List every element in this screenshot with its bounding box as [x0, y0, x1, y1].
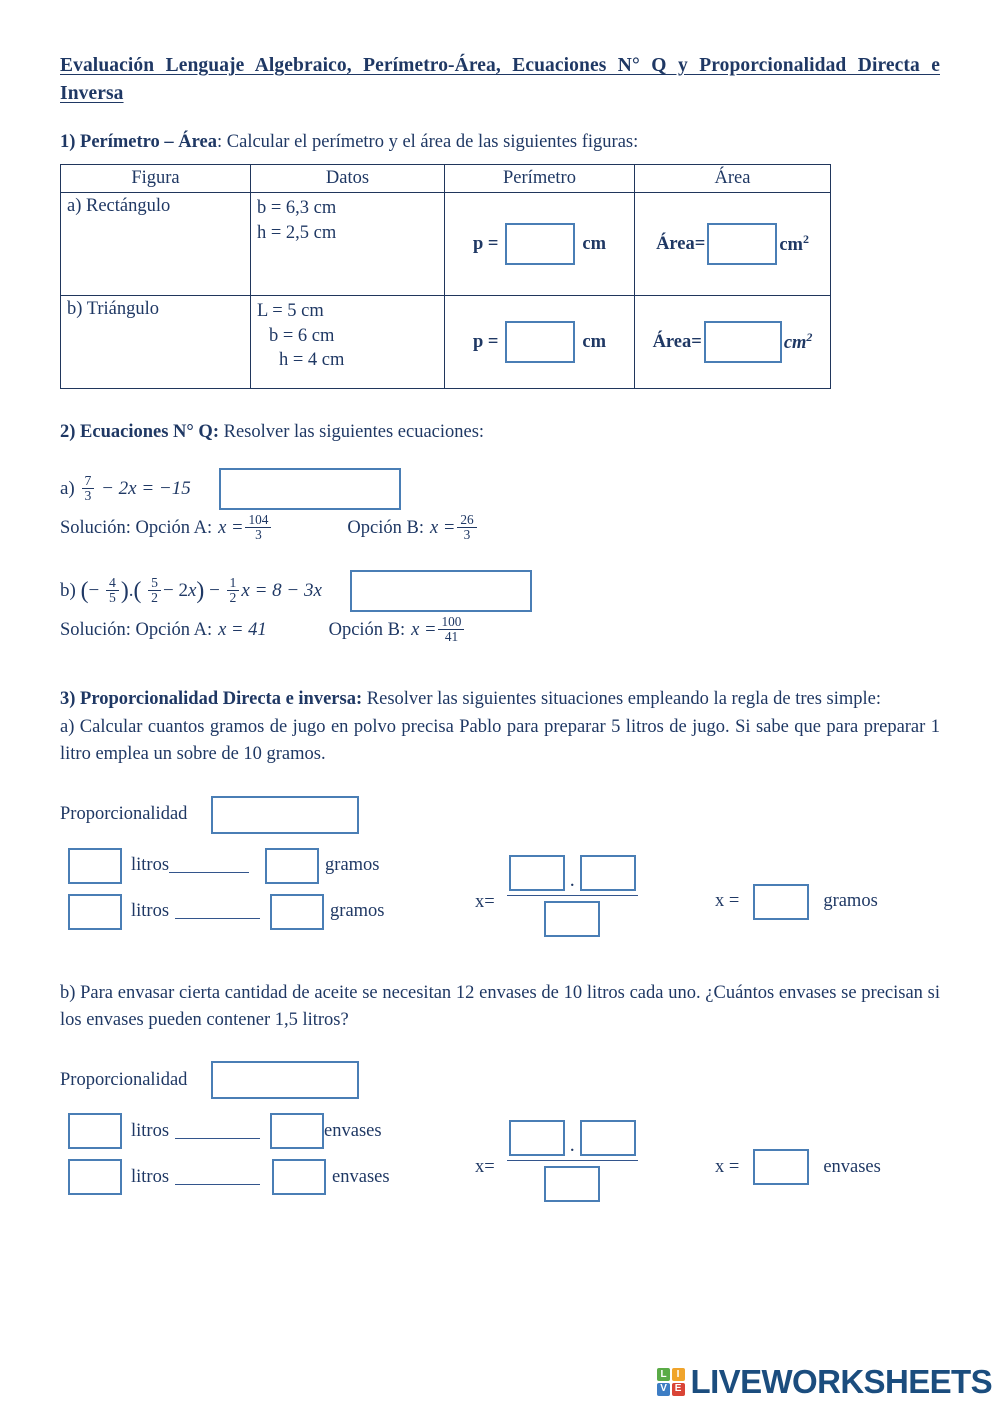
- logo-tile-l: L: [657, 1368, 670, 1381]
- area-unit-b: $cm^2$: [783, 330, 813, 354]
- prop-label-b: Proporcionalidad: [60, 1069, 188, 1090]
- perimetro-label-a: p =: [472, 233, 499, 254]
- fraction-104-3: $\frac{104}{3}$: [245, 513, 271, 541]
- logo-tile-e: E: [672, 1383, 685, 1396]
- table-row: [61, 193, 831, 296]
- table-header-perimetro: Perímetro: [445, 165, 635, 193]
- cell-figura-triangulo: b) Triángulo: [61, 296, 251, 389]
- section1-heading-rest: : Calcular el perímetro y el área de las siguientes figuras:: [217, 132, 639, 153]
- result-a-unit: gramos: [823, 891, 878, 912]
- cell-figura-rectangulo: a) Rectángulo: [61, 193, 251, 296]
- equation-b-optionB-label: Opción B:: [328, 619, 406, 640]
- formula-b-fraction: [507, 1121, 638, 1203]
- input-equation-b-answer[interactable]: [350, 570, 532, 612]
- equation-a-rest: − 2x = −15: [101, 477, 191, 499]
- input-a-gramos-1[interactable]: [265, 848, 319, 884]
- result-a-x-label: x =: [715, 891, 740, 912]
- input-area-triangulo[interactable]: [704, 321, 782, 363]
- input-a-result[interactable]: [753, 884, 809, 920]
- input-proporcionalidad-b[interactable]: [211, 1061, 359, 1099]
- input-perimetro-rectangulo[interactable]: [505, 223, 575, 265]
- formula-b-multiply-dot: .: [569, 1134, 575, 1157]
- formula-a-multiply-dot: .: [569, 868, 575, 891]
- perimetro-unit-a: cm: [582, 233, 607, 254]
- area-label-a: Área=: [656, 233, 706, 254]
- result-b: [715, 1149, 881, 1185]
- cell-area-triangulo: [635, 296, 831, 389]
- equation-b-tail: = 8 − 3x: [254, 579, 322, 601]
- fraction-100-41: $\frac{100}{41}$: [438, 615, 464, 643]
- perimetro-unit-b: cm: [582, 331, 607, 352]
- section2-heading-rest: Resolver las siguientes ecuaciones:: [218, 422, 485, 443]
- section2: [60, 419, 940, 644]
- rule-a-row-1: [68, 848, 380, 884]
- section3-item-a-text: a) Calcular cuantos gramos de jugo en polvo precisa Pablo para preparar 5 litros de jugo. Si sabe que para preparar 1 litro emplea un sobre de 10 gramos.: [60, 717, 940, 764]
- cell-perimetro-rectangulo: [445, 193, 635, 296]
- blank-line-a-1: [169, 858, 249, 873]
- rule-a-row-2: [68, 894, 385, 930]
- table-header-datos: Datos: [251, 165, 445, 193]
- formula-a-fraction-bar: [507, 895, 638, 896]
- fraction-7-3: $\frac{7}{3}$: [82, 474, 95, 503]
- label-b-litros-2: litros: [131, 1166, 170, 1187]
- section2-heading-bold: 2) Ecuaciones N° Q:: [60, 422, 219, 443]
- equation-a-optionB-var: x =: [430, 517, 456, 538]
- page-title: Evaluación Lenguaje Algebraico, Perímetro-Área, Ecuaciones N° Q y Proporcionalidad Directa e Inversa: [60, 55, 940, 104]
- fraction-5-2: $\frac{5}{2}$: [148, 576, 161, 605]
- equation-b-solutions: [60, 616, 940, 644]
- equation-a-optionB-label: Opción B:: [347, 517, 424, 538]
- blank-line-a-2: [175, 904, 260, 919]
- dato-h: h = 2,5 cm: [257, 222, 337, 243]
- dato-b: b = 6,3 cm: [257, 198, 337, 219]
- label-a-litros-1: litros: [131, 855, 170, 876]
- cell-perimetro-triangulo: [445, 296, 635, 389]
- logo-wordmark: LIVEWORKSHEETS: [690, 1363, 992, 1400]
- table-header-figura: Figura: [61, 165, 251, 193]
- label-b-envases-2: envases: [332, 1166, 390, 1187]
- formula-a-x-label: x=: [475, 891, 495, 912]
- dato-b2: b = 6 cm: [269, 325, 335, 346]
- dato-h2: h = 4 cm: [279, 350, 345, 370]
- equation-a-row: [60, 468, 940, 510]
- perimetro-label-b: p =: [472, 331, 499, 352]
- input-b-litros-2[interactable]: [68, 1159, 122, 1195]
- formula-a-fraction: [507, 856, 638, 938]
- input-equation-a-answer[interactable]: [219, 468, 401, 510]
- equation-b-row: [60, 570, 940, 612]
- section3: [60, 686, 940, 1233]
- result-b-unit: envases: [823, 1156, 881, 1177]
- liveworksheets-logo[interactable]: [657, 1363, 992, 1401]
- rule-of-three-b: [60, 1113, 940, 1233]
- equation-b-optionA-value: x = 41: [218, 619, 267, 640]
- equation-a-solutions: [60, 514, 940, 542]
- table-header-row: [61, 165, 831, 193]
- input-a-formula-num-2[interactable]: [580, 855, 636, 891]
- area-unit-a: $cm^2$: [779, 232, 809, 256]
- prop-line-a: [60, 796, 940, 834]
- section3-heading: [60, 686, 940, 713]
- section1-heading-bold: 1) Perímetro – Área: [60, 132, 218, 153]
- label-b-envases-1: envases: [324, 1120, 382, 1141]
- equation-a-expression: a) $\frac{7}{3}$ − 2x = −15: [60, 472, 191, 503]
- formula-b: [475, 1121, 638, 1203]
- rule-b-row-2: [68, 1159, 390, 1195]
- input-b-result[interactable]: [753, 1149, 809, 1185]
- input-a-litros-2[interactable]: [68, 894, 122, 930]
- formula-b-denominator-wrap: [542, 1167, 602, 1203]
- logo-tile-i: I: [672, 1368, 685, 1381]
- input-area-rectangulo[interactable]: [707, 223, 777, 265]
- equation-a-solution-label: Solución: Opción A:: [60, 517, 213, 538]
- cell-datos-rectangulo: [251, 193, 445, 296]
- dato-L: L = 5 cm: [257, 301, 324, 322]
- input-a-formula-den[interactable]: [544, 901, 600, 937]
- input-b-formula-den[interactable]: [544, 1166, 600, 1202]
- table-row: [61, 296, 831, 389]
- label-a-gramos-2: gramos: [330, 901, 385, 922]
- rule-b-row-1: [68, 1113, 382, 1149]
- formula-b-x-label: x=: [475, 1157, 495, 1178]
- cell-datos-triangulo: [251, 296, 445, 389]
- input-a-formula-num-1[interactable]: [509, 855, 565, 891]
- equation-a-optionA-var: x =: [218, 517, 244, 538]
- section2-heading: [60, 419, 940, 446]
- perimeter-area-table: [60, 164, 831, 389]
- section1-heading: [60, 129, 940, 156]
- input-b-formula-num-1[interactable]: [509, 1120, 565, 1156]
- formula-a-denominator-wrap: [542, 902, 602, 938]
- formula-a: [475, 856, 638, 938]
- input-perimetro-triangulo[interactable]: [505, 321, 575, 363]
- table-header-area: Área: [635, 165, 831, 193]
- logo-tiles-icon: [657, 1368, 685, 1396]
- formula-b-fraction-bar: [507, 1160, 638, 1161]
- input-b-envases-1[interactable]: [270, 1113, 324, 1149]
- input-proporcionalidad-a[interactable]: [211, 796, 359, 834]
- label-a-gramos-1: gramos: [325, 855, 380, 876]
- section3-heading-bold: 3) Proporcionalidad Directa e inversa:: [60, 689, 363, 710]
- rule-of-three-a: [60, 848, 940, 968]
- result-a: [715, 884, 878, 920]
- blank-line-b-1: [175, 1124, 260, 1139]
- input-a-gramos-2[interactable]: [270, 894, 324, 930]
- prop-label-a: Proporcionalidad: [60, 804, 188, 825]
- equation-b-expression: b) (− $\frac{4}{5}$ ).( $\frac{5}{2}$ − 2x) − $\frac{1}{2}$ x = 8 − 3x: [60, 574, 322, 605]
- fraction-4-5: $\frac{4}{5}$: [106, 576, 119, 605]
- input-a-litros-1[interactable]: [68, 848, 122, 884]
- section3-item-b-text: b) Para envasar cierta cantidad de aceite se necesitan 12 envases de 10 litros cada uno. ¿Cuántos envases se precisan si los envases pueden contener 1,5 litros?: [60, 982, 940, 1030]
- blank-line-b-2: [175, 1170, 260, 1185]
- input-b-envases-2[interactable]: [272, 1159, 326, 1195]
- area-label-b: Área=: [652, 331, 702, 352]
- logo-tile-v: V: [657, 1383, 670, 1396]
- fraction-26-3: $\frac{26}{3}$: [457, 513, 476, 541]
- cell-area-rectangulo: [635, 193, 831, 296]
- input-b-formula-num-2[interactable]: [580, 1120, 636, 1156]
- input-b-litros-1[interactable]: [68, 1113, 122, 1149]
- label-a-litros-2: litros: [131, 901, 170, 922]
- result-b-x-label: x =: [715, 1156, 740, 1177]
- prop-line-b: [60, 1061, 940, 1099]
- label-b-litros-1: litros: [131, 1120, 170, 1141]
- equation-b-optionB-var: x =: [411, 619, 437, 640]
- equation-b-solution-label: Solución: Opción A:: [60, 619, 213, 640]
- section3-heading-rest: Resolver las siguientes situaciones empleando la regla de tres simple:: [362, 689, 882, 710]
- fraction-1-2: $\frac{1}{2}$: [227, 576, 240, 605]
